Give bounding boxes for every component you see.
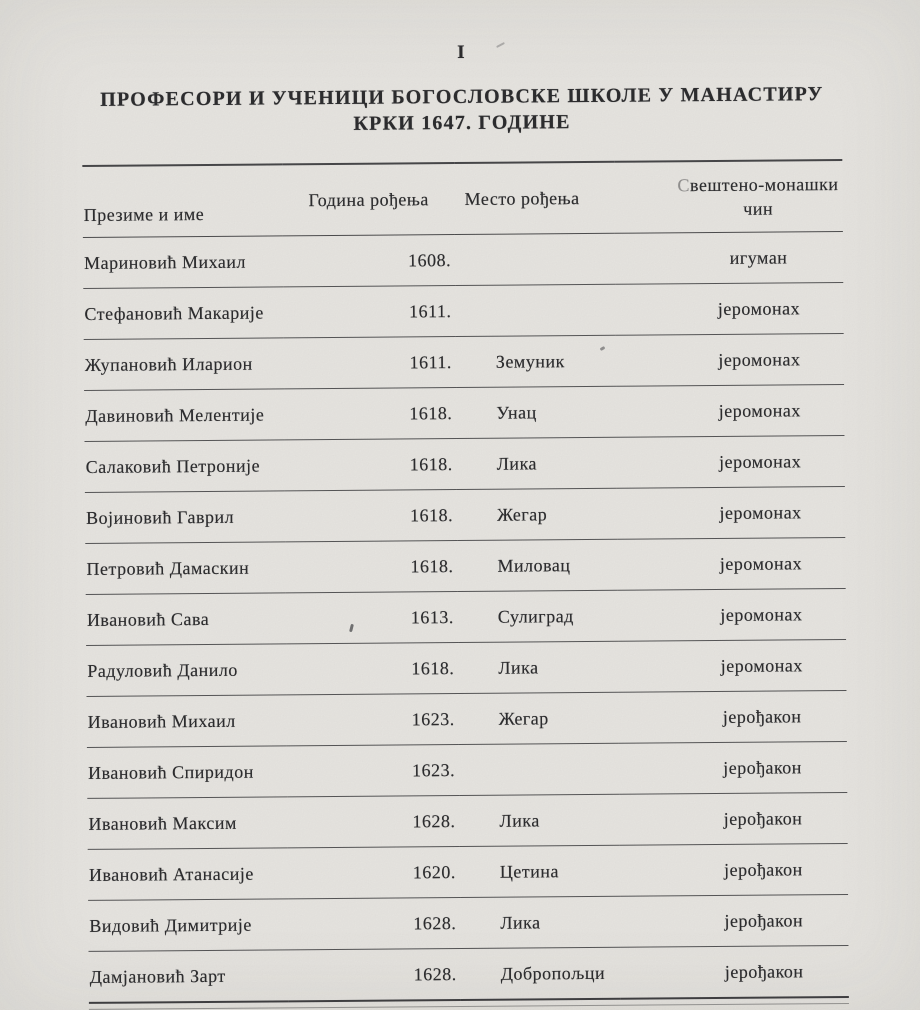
- rank-header-text: вештено-монашки: [689, 174, 839, 196]
- cell-surname-and-name: Видовић Димитрије: [88, 899, 288, 952]
- cell-surname-and-name: Ивановић Михаил: [86, 695, 286, 748]
- cell-rank: јерођакон: [618, 690, 846, 743]
- cell-place-of-birth: Жегар: [458, 692, 618, 744]
- cell-year-of-birth: 1620.: [288, 847, 460, 899]
- table-row: [83, 231, 843, 288]
- table-row: [86, 690, 846, 747]
- cell-place-of-birth: Миловац: [457, 539, 617, 591]
- cell-rank: јерођакон: [620, 894, 848, 947]
- cell-place-of-birth: Лика: [459, 794, 619, 846]
- cell-rank: јеромонах: [616, 333, 844, 386]
- column-header-surname-and-name: Презиме и име: [82, 164, 283, 237]
- table-row: [88, 894, 848, 951]
- table-row: [85, 486, 845, 543]
- table-row: [88, 843, 848, 900]
- cell-year-of-birth: 1628.: [288, 898, 460, 950]
- table-header: [82, 160, 843, 237]
- cell-year-of-birth: 1611.: [283, 286, 455, 338]
- cell-rank: јерођакон: [619, 741, 847, 794]
- cell-rank: јерођакон: [620, 945, 848, 998]
- cell-rank: јерођакон: [620, 843, 848, 896]
- cell-surname-and-name: Петровић Дамаскин: [85, 542, 285, 595]
- cell-year-of-birth: 1618.: [286, 643, 458, 695]
- cell-rank: јеромонах: [617, 486, 845, 539]
- section-number: I: [457, 41, 466, 64]
- cell-year-of-birth: 1618.: [285, 490, 457, 542]
- cell-rank: јеромонах: [618, 639, 846, 692]
- cell-year-of-birth: 1628.: [287, 796, 459, 848]
- rank-header-line-2: чин: [743, 198, 774, 219]
- cell-surname-and-name: Давиновић Мелентије: [84, 389, 284, 442]
- column-header-clerical-monastic-rank: [614, 160, 843, 233]
- cell-year-of-birth: 1623.: [287, 745, 459, 797]
- cell-place-of-birth: Лика: [456, 437, 616, 489]
- column-header-year-of-birth: Година рођења: [282, 163, 455, 236]
- cell-place-of-birth: Унац: [456, 386, 616, 438]
- table-row: [87, 741, 847, 798]
- cell-place-of-birth: Земуник: [456, 335, 616, 387]
- cell-year-of-birth: 1623.: [286, 694, 458, 746]
- table-row: [87, 792, 847, 849]
- cell-surname-and-name: Дамјановић Зарт: [88, 950, 288, 1003]
- cell-surname-and-name: Радуловић Данило: [86, 644, 286, 697]
- cell-year-of-birth: 1618.: [284, 388, 456, 440]
- cell-year-of-birth: 1628.: [288, 949, 460, 1002]
- cell-year-of-birth: 1618.: [285, 541, 457, 593]
- table-row: [83, 282, 843, 339]
- table-body: [83, 231, 849, 1002]
- cell-surname-and-name: Ивановић Максим: [87, 797, 287, 850]
- cell-year-of-birth: 1618.: [284, 439, 456, 491]
- cell-year-of-birth: 1613.: [286, 592, 458, 644]
- cell-rank: јеромонах: [618, 588, 846, 641]
- cell-surname-and-name: Војиновић Гаврил: [85, 491, 285, 544]
- cell-rank: јеромонах: [617, 537, 845, 590]
- cell-place-of-birth: [459, 743, 619, 795]
- cell-rank: јеромонах: [616, 435, 844, 488]
- page-title-line-2: КРКИ 1647. ГОДИНЕ: [353, 111, 571, 135]
- table-row: [86, 588, 846, 645]
- cell-place-of-birth: [455, 284, 615, 336]
- cell-rank: игуман: [615, 231, 843, 284]
- cell-rank: јеромонах: [616, 384, 844, 437]
- cell-place-of-birth: Лика: [458, 641, 618, 693]
- page-title-line-1: ПРОФЕСОРИ И УЧЕНИЦИ БОГОСЛОВСКЕ ШКОЛЕ У МАНАСТИРУ: [100, 83, 824, 111]
- cell-surname-and-name: Ивановић Атанасије: [88, 848, 288, 901]
- cell-rank: јеромонах: [615, 282, 843, 335]
- table-row: [84, 384, 844, 441]
- cell-year-of-birth: 1611.: [284, 337, 456, 389]
- cell-surname-and-name: Стефановић Макарије: [83, 287, 283, 340]
- cell-place-of-birth: Цетина: [460, 845, 620, 897]
- cell-place-of-birth: Добропољци: [460, 947, 620, 1000]
- column-header-place-of-birth: Место рођења: [454, 162, 615, 235]
- cell-surname-and-name: Мариновић Михаил: [83, 236, 283, 289]
- table-row: [84, 435, 844, 492]
- rank-header-faded-initial: С: [677, 175, 691, 196]
- table-row: [88, 945, 848, 1002]
- cell-place-of-birth: Лика: [460, 896, 620, 948]
- table-row: [86, 639, 846, 696]
- cell-surname-and-name: Ивановић Сава: [86, 593, 286, 646]
- cell-rank: јерођакон: [619, 792, 847, 845]
- page-title: [82, 81, 842, 139]
- cell-place-of-birth: Жегар: [457, 488, 617, 540]
- table-row: [85, 537, 845, 594]
- cell-place-of-birth: Сулиград: [458, 590, 618, 642]
- table-row: [84, 333, 844, 390]
- header-row: [82, 160, 843, 237]
- cell-surname-and-name: Жупановић Иларион: [84, 338, 284, 391]
- cell-place-of-birth: [455, 233, 615, 285]
- roster-table: [82, 159, 849, 1004]
- cell-year-of-birth: 1608.: [283, 235, 455, 287]
- cell-surname-and-name: Салаковић Петроније: [84, 440, 284, 493]
- cell-surname-and-name: Ивановић Спиридон: [87, 746, 287, 799]
